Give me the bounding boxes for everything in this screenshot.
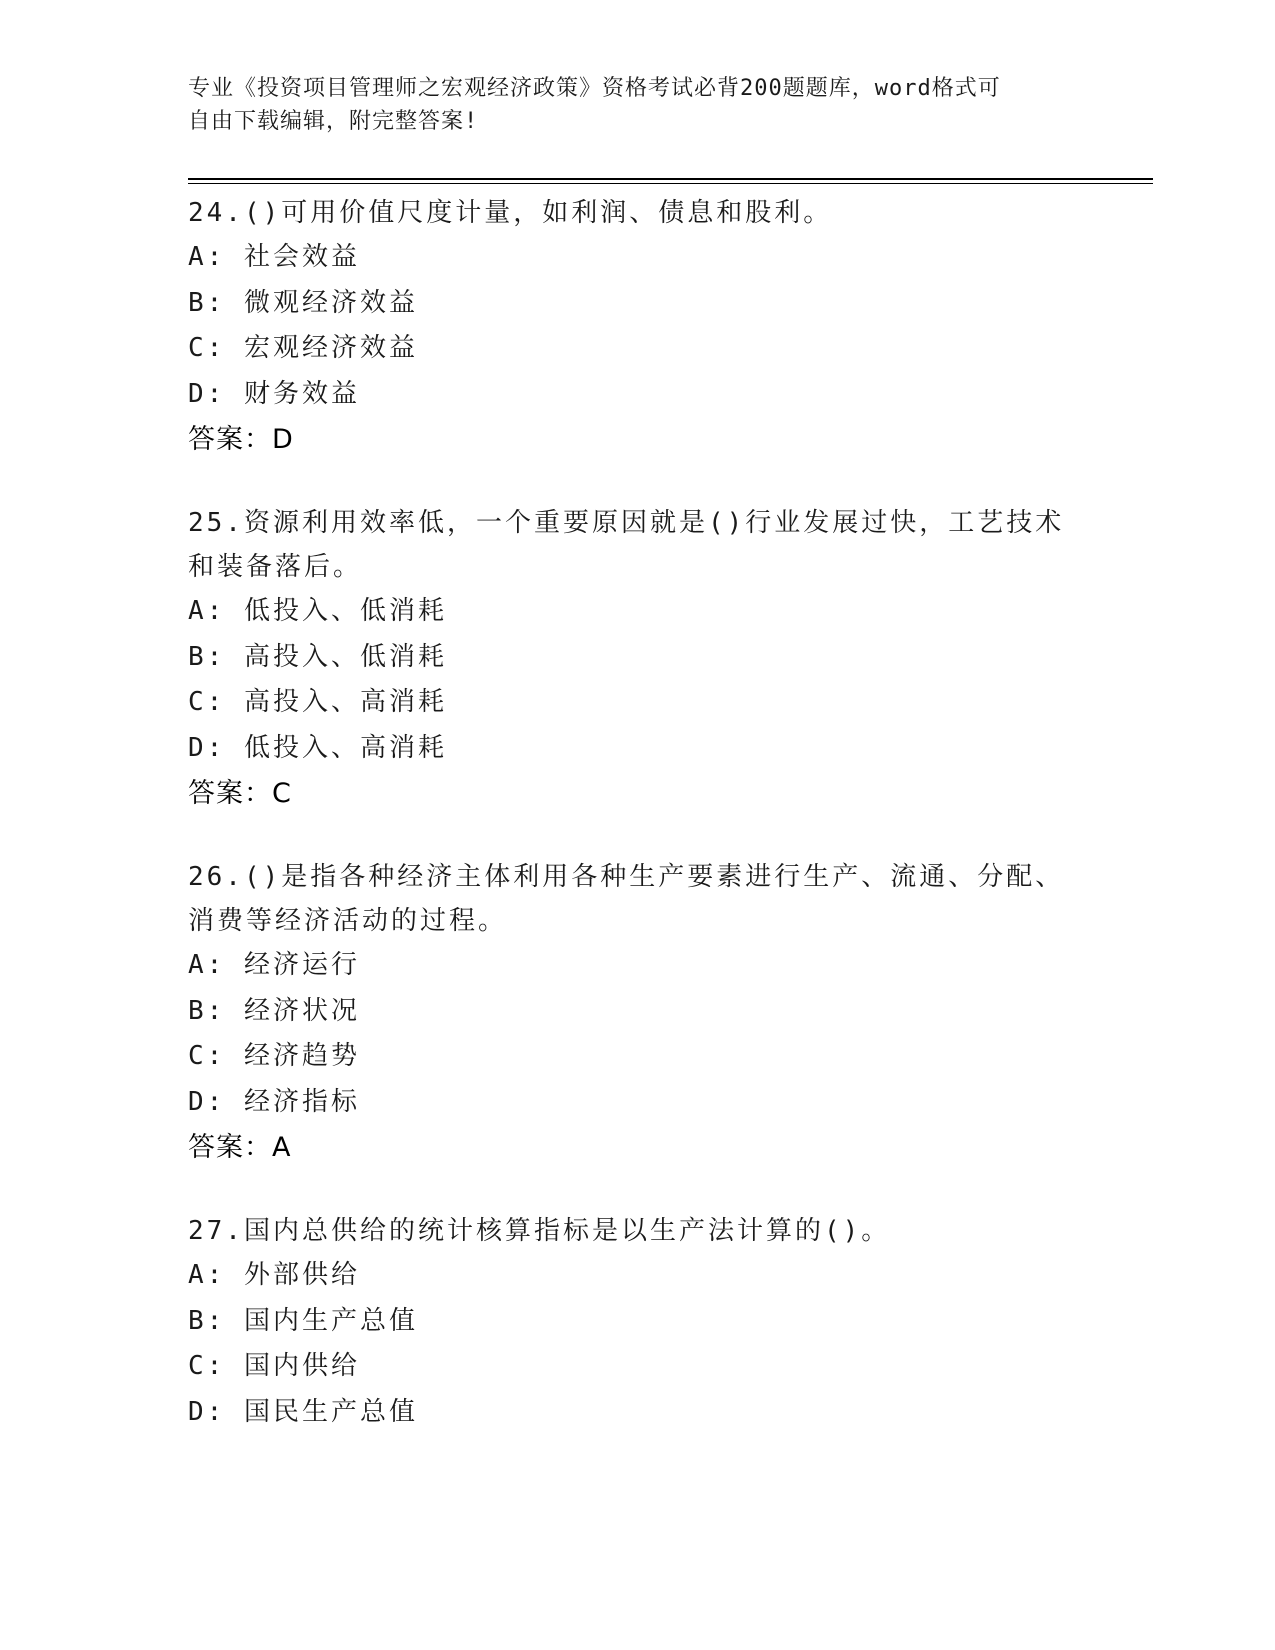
option-a: A: 经济运行 bbox=[188, 950, 360, 980]
option-c: C: 国内供给 bbox=[188, 1351, 360, 1381]
question-25 bbox=[188, 497, 1088, 817]
question-26 bbox=[188, 851, 1088, 1171]
header-divider bbox=[188, 178, 1153, 180]
option-d: D: 低投入、高消耗 bbox=[188, 732, 447, 763]
question-text: 26.()是指各种经济主体利用各种生产要素进行生产、流通、分配、消费等经济活动的过程。 bbox=[188, 862, 1065, 936]
answer: 答案：A bbox=[188, 1132, 292, 1163]
option-d: D: 国民生产总值 bbox=[188, 1396, 418, 1427]
option-a: A: 外部供给 bbox=[188, 1260, 360, 1290]
option-a: A: 社会效益 bbox=[188, 242, 360, 272]
question-text: 27.国内总供给的统计核算指标是以生产法计算的()。 bbox=[188, 1216, 891, 1246]
option-d: D: 财务效益 bbox=[188, 378, 360, 409]
question-27 bbox=[188, 1205, 1088, 1435]
header-line-2: 自由下载编辑，附完整答案! bbox=[188, 109, 479, 134]
option-c: C: 高投入、高消耗 bbox=[188, 687, 447, 717]
option-b: B: 经济状况 bbox=[188, 995, 360, 1026]
header-divider-thin bbox=[188, 183, 1153, 184]
option-a: A: 低投入、低消耗 bbox=[188, 596, 447, 626]
option-b: B: 微观经济效益 bbox=[188, 287, 418, 318]
option-d: D: 经济指标 bbox=[188, 1086, 360, 1117]
document-header bbox=[188, 72, 1088, 138]
header-line-1: 专业《投资项目管理师之宏观经济政策》资格考试必背200题题库，word格式可 bbox=[188, 76, 1001, 101]
option-c: C: 宏观经济效益 bbox=[188, 333, 418, 363]
option-c: C: 经济趋势 bbox=[188, 1041, 360, 1071]
question-list bbox=[188, 187, 1088, 1469]
question-24 bbox=[188, 187, 1088, 463]
question-text: 24.()可用价值尺度计量，如利润、债息和股利。 bbox=[188, 198, 833, 228]
question-text: 25.资源利用效率低，一个重要原因就是()行业发展过快，工艺技术和装备落后。 bbox=[188, 508, 1065, 582]
option-b: B: 高投入、低消耗 bbox=[188, 641, 447, 672]
answer: 答案：D bbox=[188, 424, 294, 455]
option-b: B: 国内生产总值 bbox=[188, 1305, 418, 1336]
answer: 答案：C bbox=[188, 778, 292, 809]
